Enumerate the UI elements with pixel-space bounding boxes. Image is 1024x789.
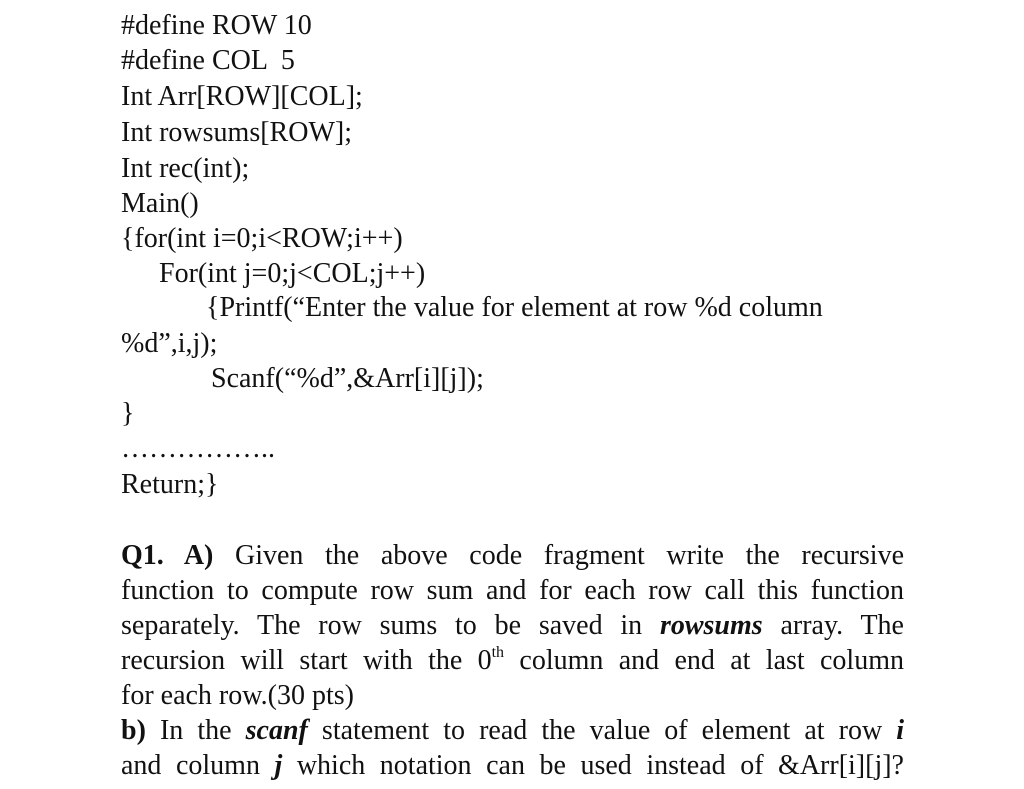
ordinal-superscript: th [491,644,505,661]
code-line-7: {for(int i=0;i<ROW;i++) [121,223,403,254]
code-line-4: Int rowsums[ROW]; [121,117,352,148]
q1a-line-3 [121,608,904,643]
q1b-line-2-post: which notation can be used instead of &Arr[i][j]? [282,750,904,781]
q1a-line-2: function to compute row sum and for each row call this function [121,575,904,606]
q1a-label: Q1. A) [121,540,214,571]
code-line-5: Int rec(int); [121,153,250,184]
code-line-1: #define ROW 10 [121,10,312,41]
q1b-line-1-pre: In the [145,715,246,746]
code-line-13: …………….. [121,433,275,464]
q1b-line-1 [121,713,904,748]
var-j: j [274,750,283,781]
code-line-14: Return;} [121,469,219,500]
code-line-12: } [121,398,135,429]
q1a-line-1-text: Given the above code fragment write the recursive [213,540,904,571]
q1a-line-4-post: column and end at last column [504,645,904,676]
code-line-9: {Printf(“Enter the value for element at row %d column [206,292,823,323]
code-line-11: Scanf(“%d”,&Arr[i][j]); [211,363,484,394]
code-line-6: Main() [121,188,199,219]
scanf-term: scanf [245,715,308,746]
q1a-line-5: for each row.(30 pts) [121,680,354,711]
code-line-3: Int Arr[ROW][COL]; [121,81,363,112]
q1b-line-1-mid: statement to read the value of element at row [307,715,897,746]
var-i: i [896,715,905,746]
code-line-8: For(int j=0;j<COL;j++) [159,258,426,289]
q1b-line-2-pre: and column [121,750,275,781]
q1a-line-3-post: array. The [762,610,904,641]
q1a-line-4 [121,643,904,678]
q1b-line-2 [121,748,904,783]
q1a-line-3-pre: separately. The row sums to be saved in [121,610,660,641]
code-line-2: #define COL 5 [121,45,295,76]
rowsums-term: rowsums [659,610,763,641]
code-line-10: %d”,i,j); [121,328,218,359]
q1a-line-1 [121,538,904,573]
q1b-label: b) [121,715,146,746]
q1a-line-4-pre: recursion will start with the 0 [121,645,492,676]
